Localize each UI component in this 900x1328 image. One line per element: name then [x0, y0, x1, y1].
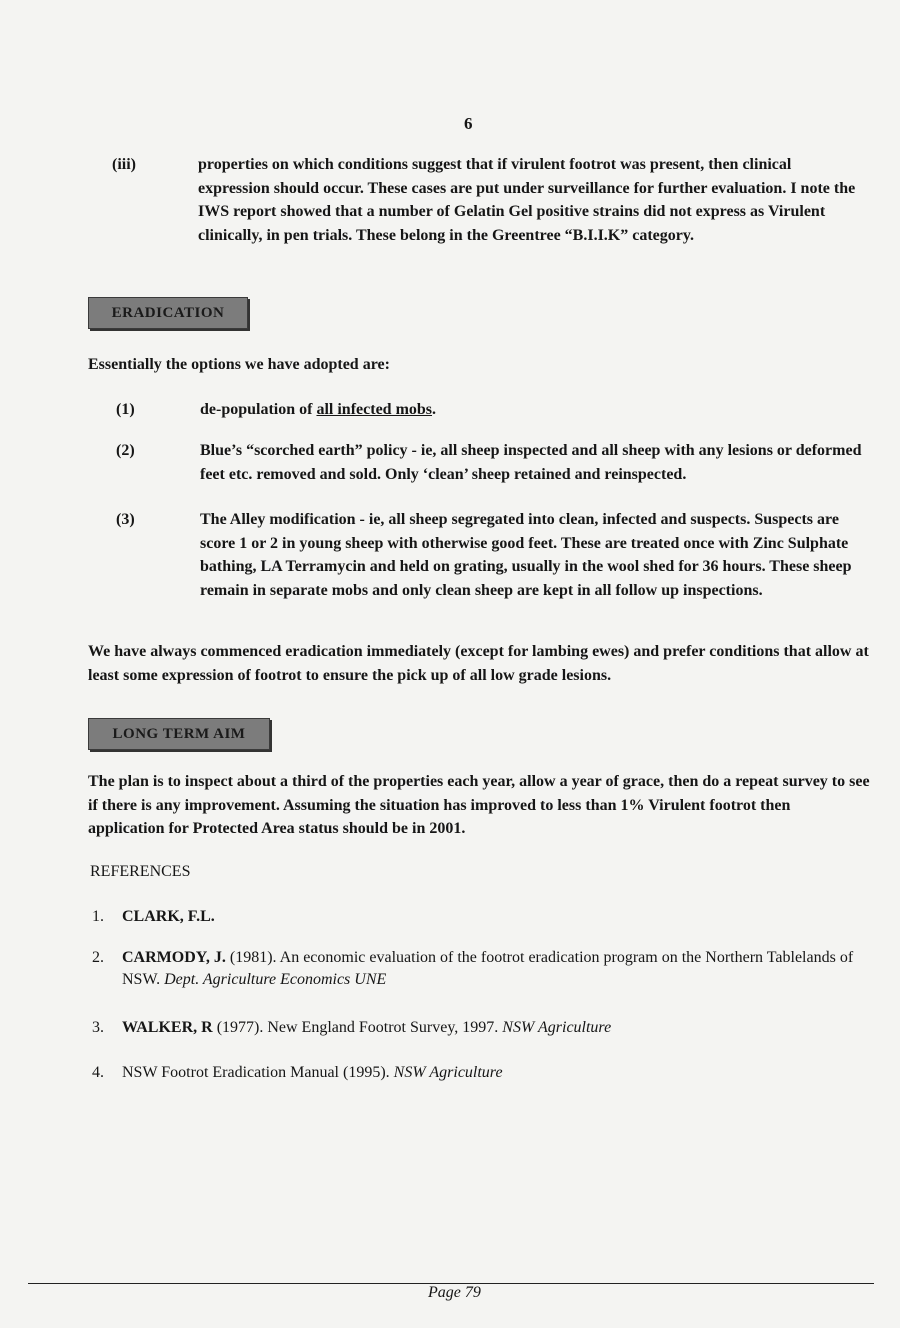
item-marker: (iii): [112, 156, 136, 173]
option-marker: (3): [116, 511, 135, 528]
long-term-aim-text: The plan is to inspect about a third of the properties each year, allow a year of grace, then do a repeat survey to see if there is any improvement. Assuming the situation has improved to less than 1% Virulent footrot then application for Protected Area status should be in 2001.: [88, 773, 870, 837]
footer-page-number: Page 79: [428, 1284, 481, 1301]
reference-text: (1981). An economic evaluation of the footrot eradication program on the Northern Tablelands of NSW.: [122, 949, 854, 988]
reference-item-1: [92, 906, 872, 930]
reference-item-3: [92, 1017, 872, 1041]
eradication-heading: ERADICATION: [88, 297, 248, 329]
option-3: [116, 508, 868, 626]
references-title: REFERENCES: [90, 863, 191, 880]
reference-item-2: [92, 947, 874, 993]
option-marker: (1): [116, 401, 135, 418]
option-text: Blue’s “scorched earth” policy - ie, all sheep inspected and all sheep with any lesions or deformed feet etc. removed and sold. Only ‘clean’ sheep retained and reinspected.: [200, 442, 862, 483]
reference-number: 2.: [92, 949, 104, 966]
option-1: [116, 398, 864, 422]
reference-number: 3.: [92, 1019, 104, 1036]
reference-number: 4.: [92, 1064, 104, 1081]
reference-author: CARMODY, J.: [122, 949, 226, 966]
reference-text: (1977). New England Footrot Survey, 1997.: [212, 1019, 503, 1036]
option-2: [116, 439, 868, 487]
reference-number: 1.: [92, 908, 104, 925]
reference-source: NSW Agriculture: [393, 1064, 503, 1081]
reference-text: NSW Footrot Eradication Manual (1995).: [122, 1064, 394, 1081]
reference-item-4: [92, 1062, 872, 1086]
reference-source: NSW Agriculture: [502, 1019, 612, 1036]
reference-source: Dept. Agriculture Economics UNE: [164, 971, 387, 988]
option-text: de-population of: [200, 401, 317, 418]
eradication-intro: Essentially the options we have adopted are:: [88, 356, 390, 373]
option-marker: (2): [116, 442, 135, 459]
option-text-end: .: [432, 401, 437, 418]
reference-author: WALKER, R: [122, 1019, 213, 1036]
long-term-aim-heading: LONG TERM AIM: [88, 718, 270, 750]
reference-author: CLARK, F.L.: [122, 908, 215, 925]
item-text: properties on which conditions suggest that if virulent footrot was present, then clinical expression should occur. These cases are put under surveillance for further evaluation. I note the IWS report showed that a number of Gelatin Gel positive strains did not express as Virulent clinically, in pen trials. These belong in the Greentree “B.I.I.K” category.: [198, 156, 856, 244]
option-text: The Alley modification - ie, all sheep segregated into clean, infected and suspects. Suspects are score 1 or 2 in young sheep with otherwise good feet. These are treated once with Zinc Sulphate bathing, LA Terramycin and held on grating, usually in the wool shed for 36 hours. These sheep remain in separate mobs and only clean sheep are kept in all follow up inspections.: [200, 511, 852, 599]
eradication-closing: We have always commenced eradication immediately (except for lambing ewes) and prefer conditions that allow at least some expression of footrot to ensure the pick up of all low grade lesions.: [88, 643, 869, 684]
list-item-iii: [112, 153, 860, 273]
page-number: 6: [464, 114, 473, 133]
option-underlined-text: all infected mobs: [316, 401, 433, 418]
